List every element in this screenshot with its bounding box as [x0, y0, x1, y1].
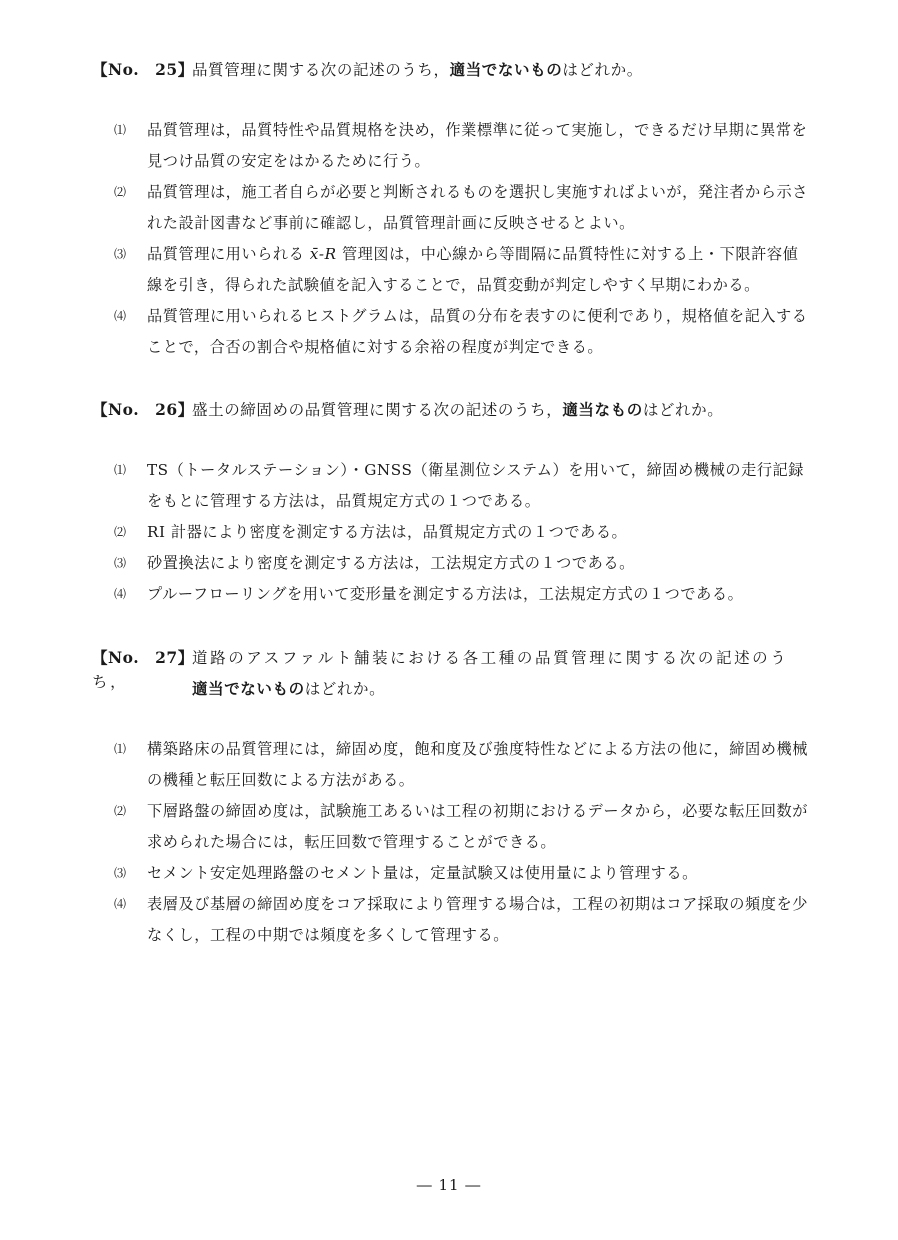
option-text-line: 品質管理に用いられるヒストグラムは，品質の分布を表すのに便利であり，規格値を記入する [147, 307, 808, 325]
xbar-r-symbol: x̄-R [309, 245, 337, 263]
option-number: ⑴ [114, 463, 127, 477]
emphasis-text: 適当なもの [562, 401, 643, 419]
option-number: ⑵ [114, 804, 127, 818]
option-text-line: なくし，工程の中期では頻度を多くして管理する。 [147, 926, 509, 944]
option-text-line: 品質管理は，施工者自らが必要と判断されるものを選択し実施すればよいが，発注者から示さ [147, 183, 808, 201]
question-text: 品質管理に関する次の記述のうち，適当でないものはどれか。 [192, 61, 643, 79]
question-25-heading [92, 58, 643, 82]
option-number: ⑴ [114, 742, 127, 756]
option-text-line: 砂置換法により密度を測定する方法は，工法規定方式の１つである。 [147, 554, 635, 572]
question-26-heading [92, 398, 723, 422]
option-text-line: 線を引き，得られた試験値を記入することで，品質変動が判定しやすく早期にわかる。 [147, 276, 760, 294]
option-text-line: 表層及び基層の締固め度をコア採取により管理する場合は，工程の初期はコア採取の頻度を少 [147, 895, 808, 913]
option-text-line: RI 計器により密度を測定する方法は，品質規定方式の１つである。 [147, 523, 628, 541]
option-number: ⑵ [114, 525, 127, 539]
option-text-line: 品質管理は，品質特性や品質規格を決め，作業標準に従って実施し，できるだけ早期に異常を [147, 121, 808, 139]
option-text-line: TS（トータルステーション）・GNSS（衛星測位システム）を用いて，締固め機械の走行記録 [147, 461, 805, 479]
emphasis-text: 適当でないもの [192, 680, 305, 698]
option-number: ⑶ [114, 247, 127, 261]
emphasis-text: 適当でないもの [449, 61, 563, 79]
option-text-line: 求められた場合には，転圧回数で管理することができる。 [147, 833, 557, 851]
option-number: ⑷ [114, 309, 127, 323]
question-number: 【No. 26】 [92, 400, 194, 419]
option-text-line: 見つけ品質の安定をはかるために行う。 [147, 152, 431, 170]
option-text-line: 品質管理に用いられる x̄-R 管理図は，中心線から等間隔に品質特性に対する上・下限許容値 [147, 245, 799, 263]
question-number: 【No. 25】 [92, 60, 194, 79]
option-text-line: プルーフローリングを用いて変形量を測定する方法は，工法規定方式の１つである。 [147, 585, 744, 603]
page-number: ― 11 ― [416, 1176, 482, 1194]
option-text-line: ことで，合否の割合や規格値に対する余裕の程度が判定できる。 [147, 338, 604, 356]
option-text-line: 下層路盤の締固め度は，試験施工あるいは工程の初期におけるデータから，必要な転圧回数が [147, 802, 808, 820]
question-27-heading [92, 646, 812, 698]
option-number: ⑵ [114, 185, 127, 199]
option-number: ⑶ [114, 556, 127, 570]
question-number: 【No. 27】 [92, 648, 194, 667]
option-number: ⑶ [114, 866, 127, 880]
question-text: 盛土の締固めの品質管理に関する次の記述のうち，適当なものはどれか。 [192, 401, 724, 419]
option-text-line: の機種と転圧回数による方法がある。 [147, 771, 415, 789]
option-text-line: 構築路床の品質管理には，締固め度，飽和度及び強度特性などによる方法の他に，締固め機械 [147, 740, 808, 758]
question-text-continued: 適当でないものはどれか。 [192, 680, 386, 698]
option-text-line: をもとに管理する方法は，品質規定方式の１つである。 [147, 492, 541, 510]
option-number: ⑷ [114, 897, 127, 911]
option-text-line: セメント安定処理路盤のセメント量は，定量試験又は使用量により管理する。 [147, 864, 698, 882]
option-number: ⑷ [114, 587, 127, 601]
option-text-line: れた設計図書など事前に確認し，品質管理計画に反映させるとよい。 [147, 214, 635, 232]
question-text: 道路のアスファルト舗装における各工種の品質管理に関する次の記述のうち， [92, 649, 789, 691]
option-number: ⑴ [114, 123, 127, 137]
